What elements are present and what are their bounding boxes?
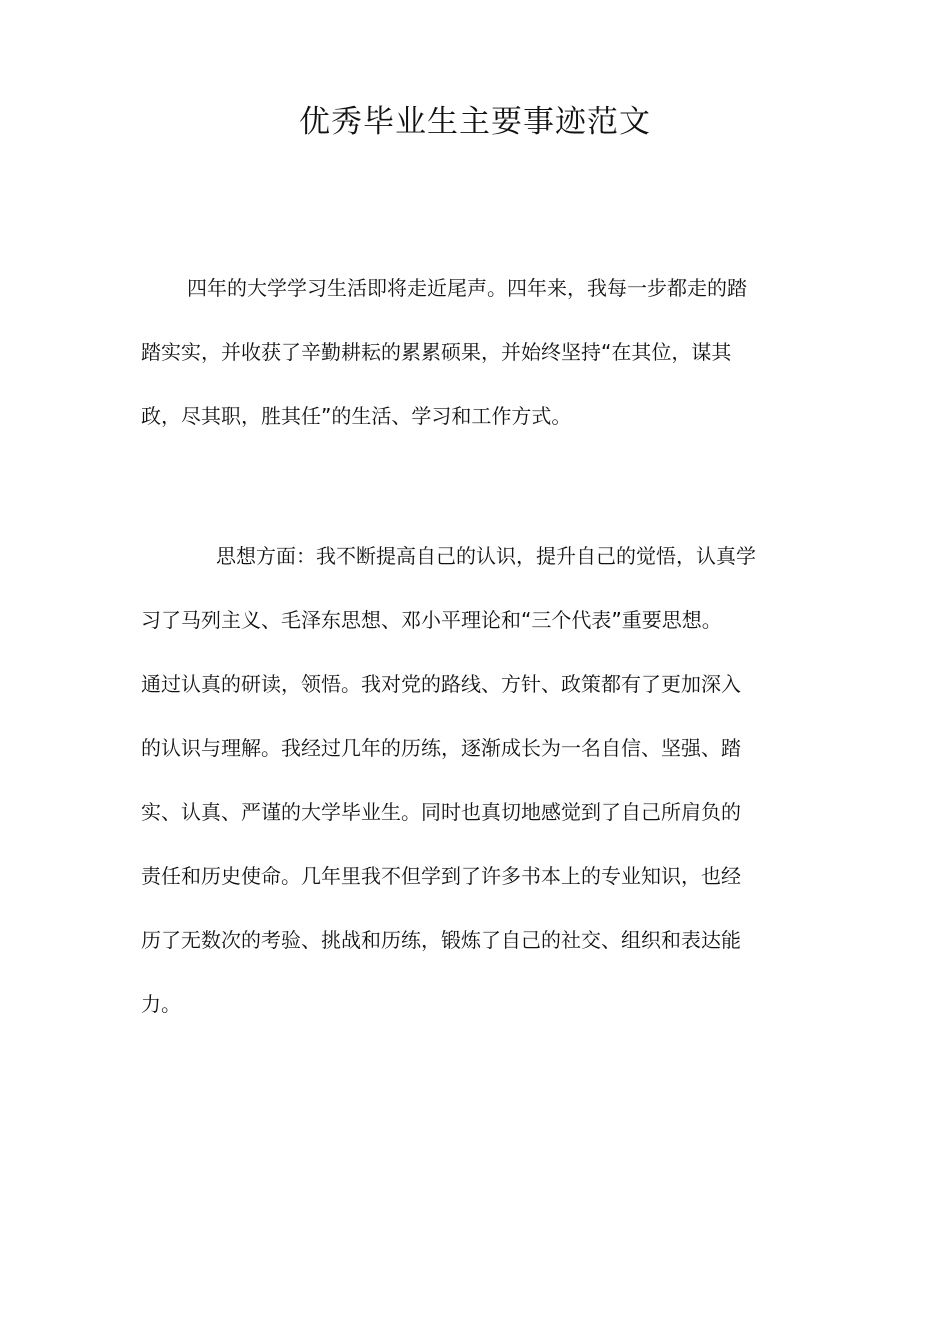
paragraph-line: 习了马列主义、毛泽东思想、邓小平理论和“三个代表”重要思想。	[141, 608, 722, 632]
paragraph-2	[141, 541, 791, 1053]
paragraph-line: 政，尽其职，胜其任”的生活、学习和工作方式。	[141, 404, 572, 428]
paragraph-line: 思想方面：我不断提高自己的认识，提升自己的觉悟，认真学	[216, 544, 756, 568]
paragraph-line: 责任和历史使命。几年里我不但学到了许多书本上的专业知识，也经	[141, 864, 741, 888]
paragraph-line: 历了无数次的考验、挑战和历练，锻炼了自己的社交、组织和表达能	[141, 928, 741, 952]
paragraph-1	[141, 273, 791, 465]
paragraph-line: 踏实实，并收获了辛勤耕耘的累累硕果，并始终坚持“在其位，谋其	[141, 340, 732, 364]
paragraph-line: 实、认真、严谨的大学毕业生。同时也真切地感觉到了自己所肩负的	[141, 800, 741, 824]
paragraph-line: 四年的大学学习生活即将走近尾声。四年来，我每一步都走的踏	[187, 276, 747, 300]
document-title: 优秀毕业生主要事迹范文	[299, 104, 651, 140]
paragraph-line: 力。	[141, 992, 181, 1016]
paragraph-line: 通过认真的研读，领悟。我对党的路线、方针、政策都有了更加深入	[141, 672, 741, 696]
paragraph-line: 的认识与理解。我经过几年的历练，逐渐成长为一名自信、坚强、踏	[141, 736, 741, 760]
